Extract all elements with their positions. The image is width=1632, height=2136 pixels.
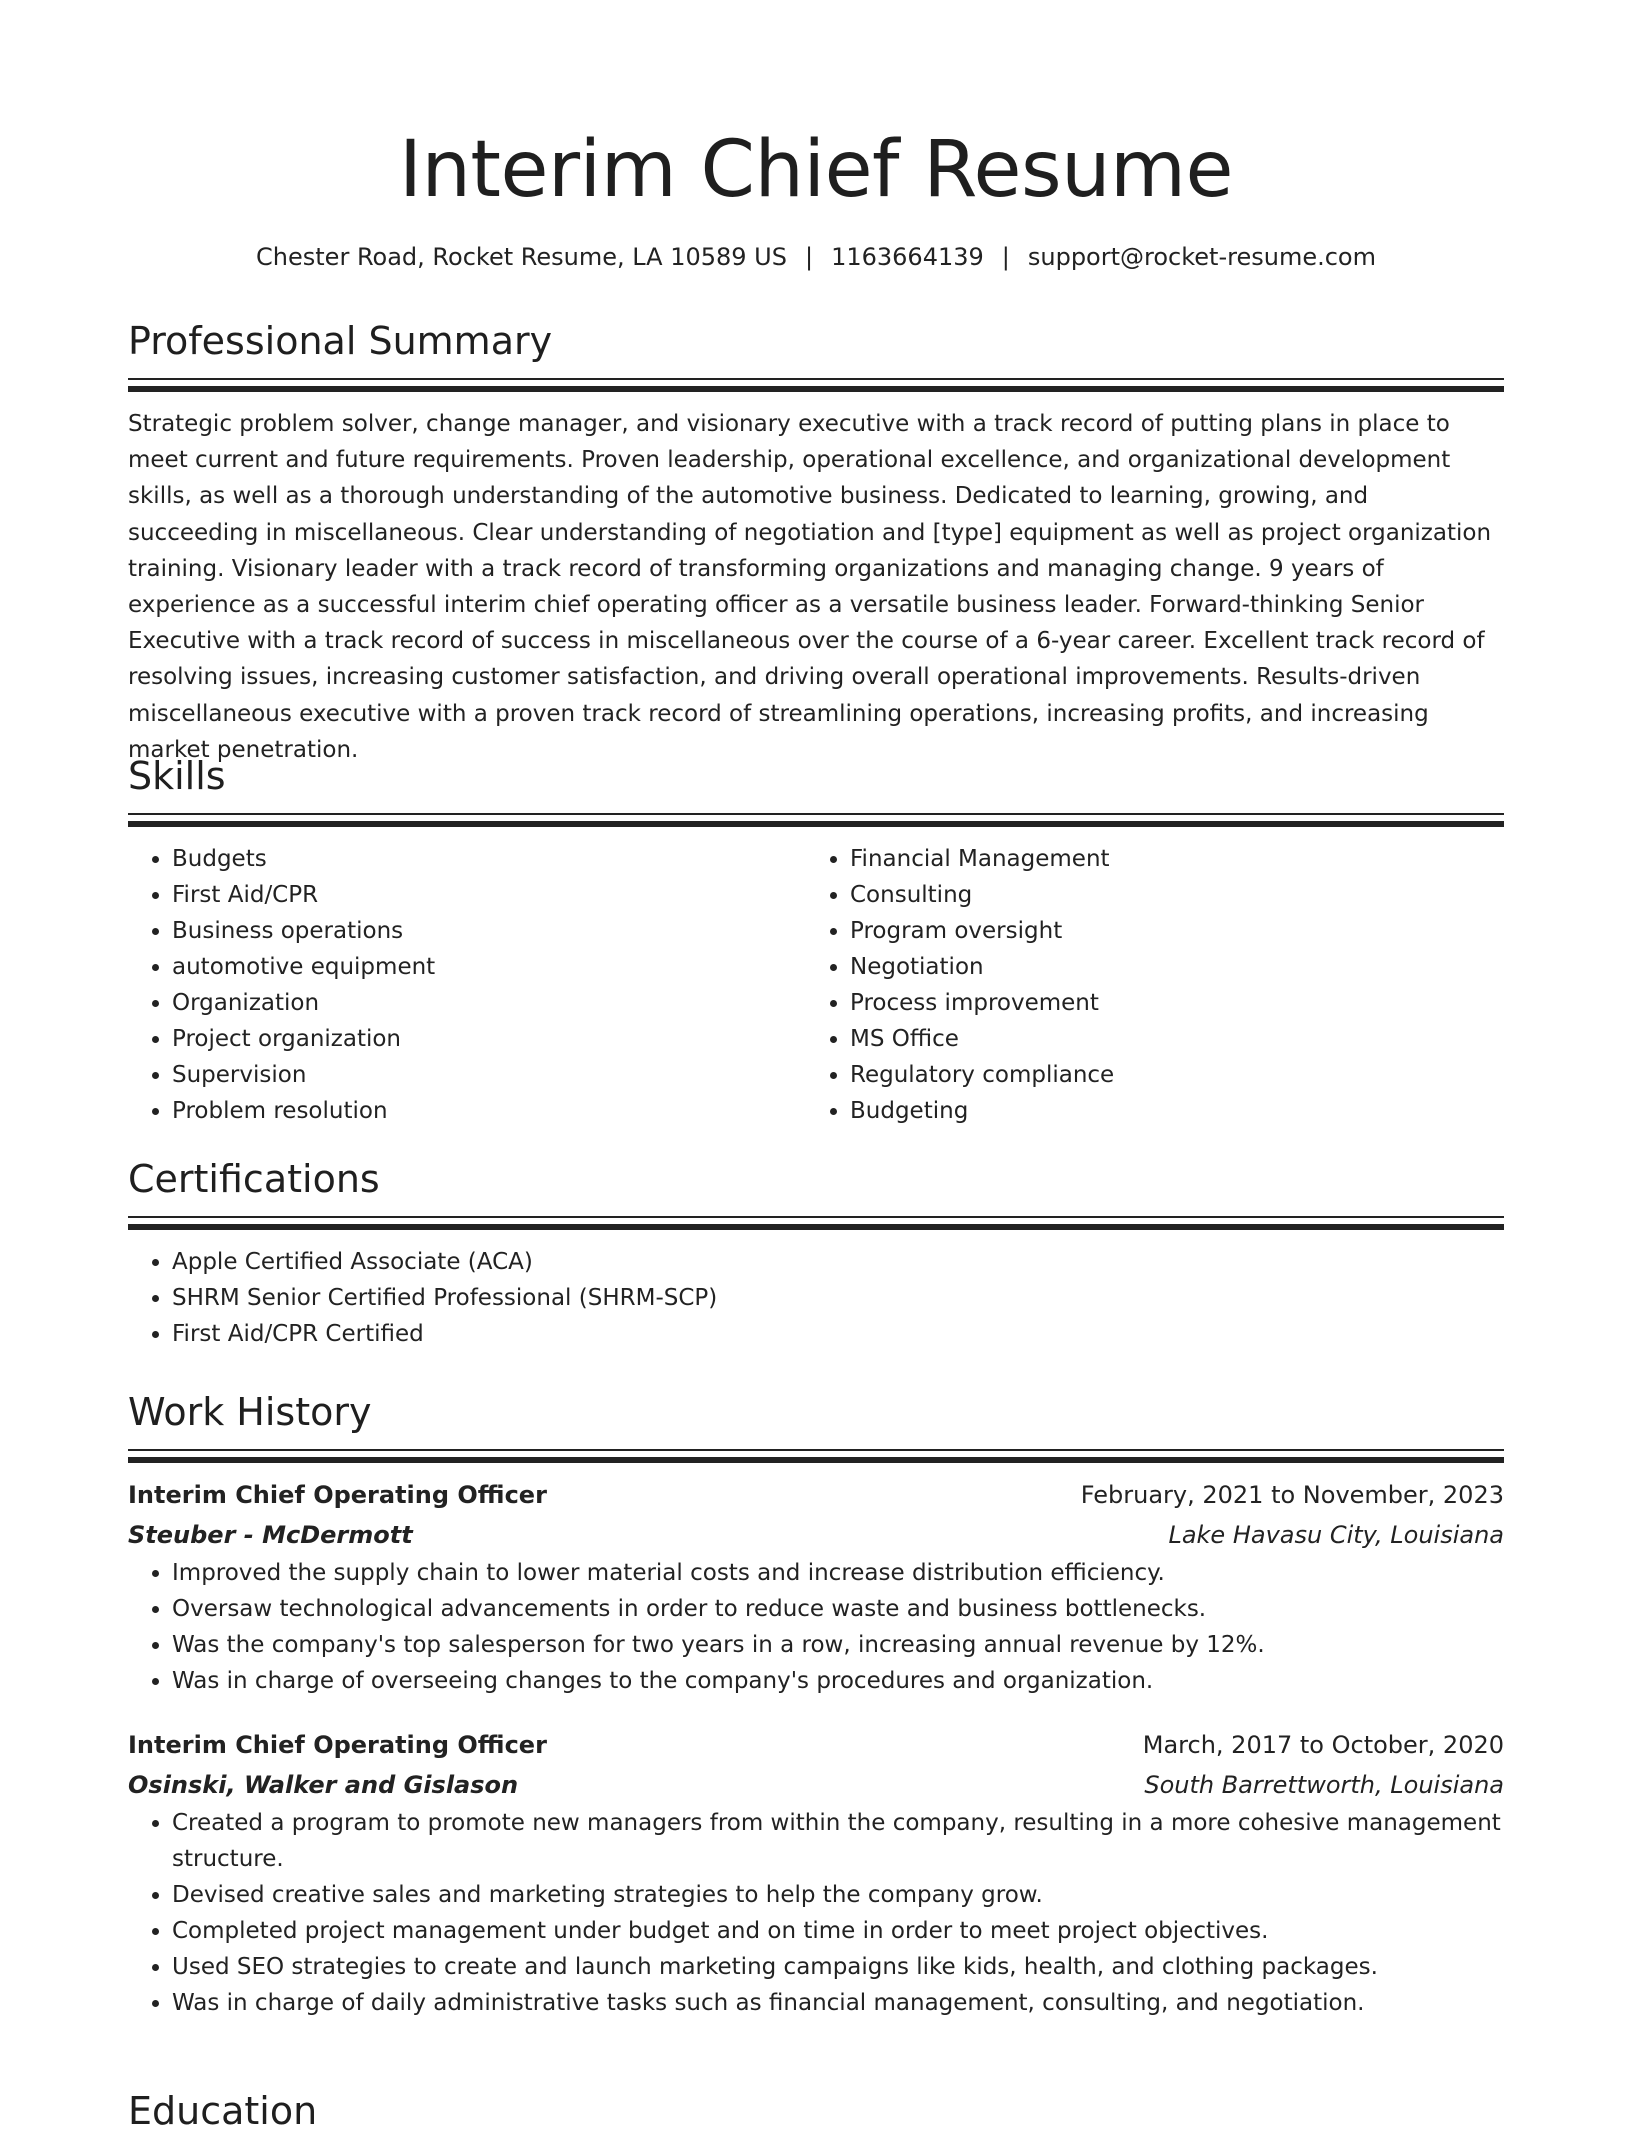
job-bullet: • Was in charge of daily administrative tasks such as financial management, consulting, and negotiation. [172,1985,1504,2021]
section-divider [128,1449,1504,1463]
job-bullet: • Devised creative sales and marketing strategies to help the company grow. [172,1877,1504,1913]
certification-item: • Apple Certified Associate (ACA) [172,1244,1504,1280]
skill-item: • Project organization [172,1021,806,1057]
certifications-section [128,1154,1504,1352]
job-title: Interim Chief Operating Officer [128,1731,547,1759]
contact-line [128,240,1504,274]
skills-section [128,751,1504,1129]
education-section [128,2086,1504,2136]
job-bullet: • Was in charge of overseeing changes to the company's procedures and organization. [172,1663,1504,1699]
contact-separator: | [1001,243,1010,271]
job-title: Interim Chief Operating Officer [128,1481,547,1509]
job-bullet: • Was the company's top salesperson for two years in a row, increasing annual revenue by 12%. [172,1627,1504,1663]
skill-item: • Financial Management [850,841,1484,877]
skills-grid [128,841,1504,1129]
job-entry [128,1475,1504,1699]
skill-item: • Regulatory compliance [850,1057,1484,1093]
certification-item: • First Aid/CPR Certified [172,1316,1504,1352]
section-title-education: Education [128,2089,318,2133]
section-divider [128,813,1504,827]
skill-item: • Supervision [172,1057,806,1093]
section-divider [128,1216,1504,1230]
job-location: Lake Havasu City, Louisiana [1168,1521,1504,1549]
resume-title: Interim Chief Resume [398,125,1234,215]
contact-separator: | [804,243,814,271]
skill-item: • automotive equipment [172,949,806,985]
summary-section [128,316,1504,768]
skill-item: • Problem resolution [172,1093,806,1129]
job-company: Osinski, Walker and Gislason [128,1771,519,1799]
job-bullet: • Created a program to promote new managers from within the company, resulting in a more cohesive management structure. [172,1805,1504,1877]
section-divider [128,378,1504,392]
skill-item: • Budgets [172,841,806,877]
skill-item: • Process improvement [850,985,1484,1021]
skill-item: • Program oversight [850,913,1484,949]
skill-item: • Budgeting [850,1093,1484,1129]
skill-item: • Business operations [172,913,806,949]
skill-item: • First Aid/CPR [172,877,806,913]
job-dates: March, 2017 to October, 2020 [1142,1731,1504,1759]
skills-column-left [128,841,806,1129]
section-title-summary: Professional Summary [128,319,553,363]
summary-text: Strategic problem solver, change manager, and visionary executive with a track record of putting plans in place to meet current and future requirements. Proven leadership, operational excellence, and organizational development skills, as well as a thorough understanding of the automotive business. Dedicated to learning, growing, and succeeding in miscellaneous. Clear understanding of negotiation and [type] equipment as well as project organization training. Visionary leader with a track record of transforming organizations and managing change. 9 years of experience as a successful interim chief operating officer as a versatile business leader. Forward-thinking Senior Executive with a track record of success in miscellaneous over the course of a 6-year career. Excellent track record of resolving issues, increasing customer satisfaction, and driving overall operational improvements. Results-driven miscellaneous executive with a proven track record of streamlining operations, increasing profits, and increasing market penetration. [128,411,1492,763]
contact-phone: 1163664139 [831,243,984,271]
job-entry [128,1725,1504,2021]
section-title-skills: Skills [128,754,226,798]
job-bullet: • Oversaw technological advancements in order to reduce waste and business bottlenecks. [172,1591,1504,1627]
job-location: South Barrettworth, Louisiana [1144,1771,1504,1799]
job-bullet: • Improved the supply chain to lower material costs and increase distribution efficiency. [172,1555,1504,1591]
job-bullet: • Used SEO strategies to create and launch marketing campaigns like kids, health, and clothing packages. [172,1949,1504,1985]
job-dates: February, 2021 to November, 2023 [1080,1481,1504,1509]
section-title-work-history: Work History [128,1390,372,1434]
section-title-certifications: Certifications [128,1157,380,1201]
skills-column-right [806,841,1484,1129]
job-bullet: • Completed project management under budget and on time in order to meet project objectives. [172,1913,1504,1949]
contact-address: Chester Road, Rocket Resume, LA 10589 US [256,243,787,271]
job-company: Steuber - McDermott [128,1521,413,1549]
certification-item: • SHRM Senior Certified Professional (SHRM-SCP) [172,1280,1504,1316]
skill-item: • Consulting [850,877,1484,913]
skill-item: • Negotiation [850,949,1484,985]
skill-item: • MS Office [850,1021,1484,1057]
work-history-section [128,1387,1504,2021]
skill-item: • Organization [172,985,806,1021]
contact-email: support@rocket-resume.com [1027,243,1376,271]
